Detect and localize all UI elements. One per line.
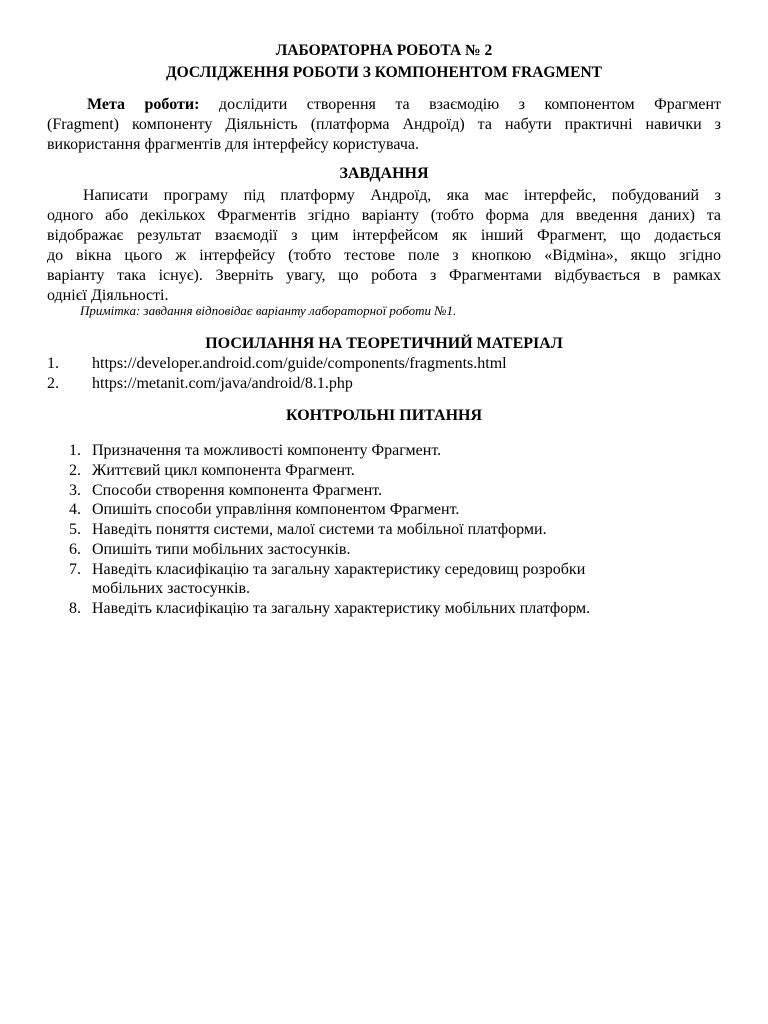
- lab-subtitle: ДОСЛІДЖЕННЯ РОБОТИ З КОМПОНЕНТОМ FRAGMENT: [166, 64, 602, 81]
- question-text: Способи створення компонента Фрагмент.: [92, 482, 383, 499]
- task-line-4: до вікна цього ж інтерфейсу (тобто тестове поле з кнопкою «Відміна», якщо згідно: [47, 247, 721, 264]
- question-number: 4.: [69, 501, 81, 518]
- question-number: 2.: [69, 462, 81, 479]
- goal-line-1: [47, 95, 721, 115]
- question-number: 5.: [69, 521, 81, 538]
- question-number: 6.: [69, 541, 81, 558]
- references-heading: ПОСИЛАННЯ НА ТЕОРЕТИЧНИЙ МАТЕРІАЛ: [205, 335, 563, 352]
- question-number: 3.: [69, 482, 81, 499]
- goal-line-2: (Fragment) компоненту Діяльність (платформа Андроїд) та набути практичні навички з: [47, 116, 721, 133]
- reference-number: 1.: [47, 355, 59, 372]
- reference-number: 2.: [47, 375, 59, 392]
- question-text: Наведіть класифікацію та загальну характеристику середовищ розробки: [92, 561, 586, 578]
- goal-text-1: дослідити створення та взаємодію з компонентом Фрагмент: [218, 96, 722, 113]
- question-text: Опишіть типи мобільних застосунків.: [92, 541, 351, 558]
- lab-title: ЛАБОРАТОРНА РОБОТА № 2: [275, 42, 493, 59]
- question-text: Наведіть класифікацію та загальну характеристику мобільних платформ.: [92, 600, 591, 617]
- question-text: Призначення та можливості компоненту Фрагмент.: [92, 442, 442, 459]
- reference-link: https://metanit.com/java/android/8.1.php: [92, 375, 353, 392]
- goal-line-3: використання фрагментів для інтерфейсу користувача.: [47, 136, 419, 153]
- task-line-6: однієї Діяльності.: [47, 287, 169, 304]
- question-number: 8.: [69, 600, 81, 617]
- task-line-1: Написати програму під платформу Андроїд, яка має інтерфейс, побудований з: [83, 187, 721, 204]
- question-text: Життєвий цикл компонента Фрагмент.: [92, 462, 355, 479]
- task-line-5: варіанту така існує). Зверніть увагу, що робота з Фрагментами відбувається в рамках: [47, 267, 721, 284]
- question-number: 7.: [69, 561, 81, 578]
- questions-heading: КОНТРОЛЬНІ ПИТАННЯ: [285, 407, 483, 424]
- task-heading: ЗАВДАННЯ: [339, 165, 429, 182]
- question-text-continued: мобільних застосунків.: [92, 580, 251, 597]
- question-number: 1.: [69, 442, 81, 459]
- question-text: Опишіть способи управління компонентом Фрагмент.: [92, 501, 460, 518]
- task-line-2: одного або декількох Фрагментів згідно варіанту (тобто форма для введення даних) та: [47, 207, 721, 224]
- goal-label: Мета роботи:: [87, 96, 200, 113]
- task-line-3: відображає результат взаємодії з цим інтерфейсом як інший Фрагмент, що додається: [47, 227, 721, 244]
- reference-link: https://developer.android.com/guide/components/fragments.html: [92, 355, 507, 372]
- task-note: Примітка: завдання відповідає варіанту лабораторної роботи №1.: [80, 303, 457, 318]
- question-text: Наведіть поняття системи, малої системи та мобільної платформи.: [92, 521, 547, 538]
